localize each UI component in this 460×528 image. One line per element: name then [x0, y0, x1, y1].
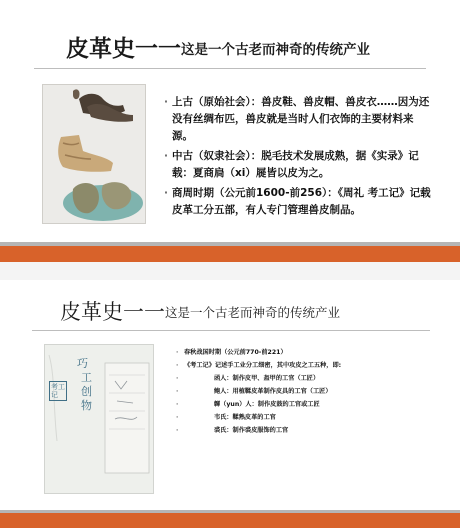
book-calligraphy [63, 357, 103, 413]
line-spring-autumn: · 春秋战国时期（公元前770-前221） [176, 346, 438, 359]
slide-2-title-rule [32, 330, 430, 331]
calligraphy-char-1: 巧 [77, 357, 88, 370]
line-baoren: · 鲍人：用植鞣皮革制作皮具的工官（工匠） [176, 385, 438, 398]
calligraphy-char-4: 物 [81, 399, 92, 412]
slide-2-text-list [176, 346, 438, 437]
slide-1-footer-orange-bar [0, 246, 460, 262]
slide-2-title [60, 296, 340, 326]
line-yunren: · 韗（yun）人：制作皮鼓的工官或工匠 [176, 398, 438, 411]
line-kaogongji-intro: · 《考工记》记述手工业分工细密，其中攻皮之工五种，即: [176, 359, 438, 372]
line-hanren: · 函人：制作皮甲、盔甲的工官（工匠） [176, 372, 438, 385]
slide-1-title-sub: 这是一个古老而神奇的传统产业 [181, 42, 370, 58]
slide-1-title-main: 皮革史一一 [66, 35, 181, 62]
calligraphy-char-2: 工 [81, 371, 92, 384]
slide-1-bullet-list [164, 94, 434, 222]
bullet-shang-zhou: · 商周时期（公元前1600-前256）：《周礼 考工记》记载皮革工分五部，有人专门管理兽皮制品。 [164, 185, 434, 219]
slide-2-book-photo [44, 344, 154, 494]
slide-1 [0, 0, 460, 262]
slide-gap [0, 262, 460, 280]
line-qiushi: · 裘氏：制作裘皮服饰的工官 [176, 424, 438, 437]
slide-2 [0, 280, 460, 528]
bullet-upper-antiquity: · 上古（原始社会）：兽皮鞋、兽皮帽、兽皮衣……因为还没有丝绸布匹，兽皮就是当时人们衣饰的主要材料来源。 [164, 94, 434, 145]
slide-1-title [66, 30, 370, 63]
bullet-middle-antiquity: · 中古（奴隶社会）：脱毛技术发展成熟，据《实录》记载：夏商扃（xi）屣皆以皮为之。 [164, 148, 434, 182]
slide-2-title-main: 皮革史一一 [60, 300, 165, 324]
slide-2-footer-orange-bar [0, 513, 460, 528]
ancient-leather-artifacts-image [43, 85, 145, 223]
slide-1-title-rule [34, 68, 426, 69]
slide-1-artifact-photo [42, 84, 146, 224]
line-weishi: · 韦氏：鞣熟皮革的工官 [176, 411, 438, 424]
calligraphy-seal: 考工记 [51, 383, 65, 399]
slide-2-title-sub: 这是一个古老而神奇的传统产业 [165, 305, 341, 320]
calligraphy-char-3: 创 [81, 385, 92, 398]
